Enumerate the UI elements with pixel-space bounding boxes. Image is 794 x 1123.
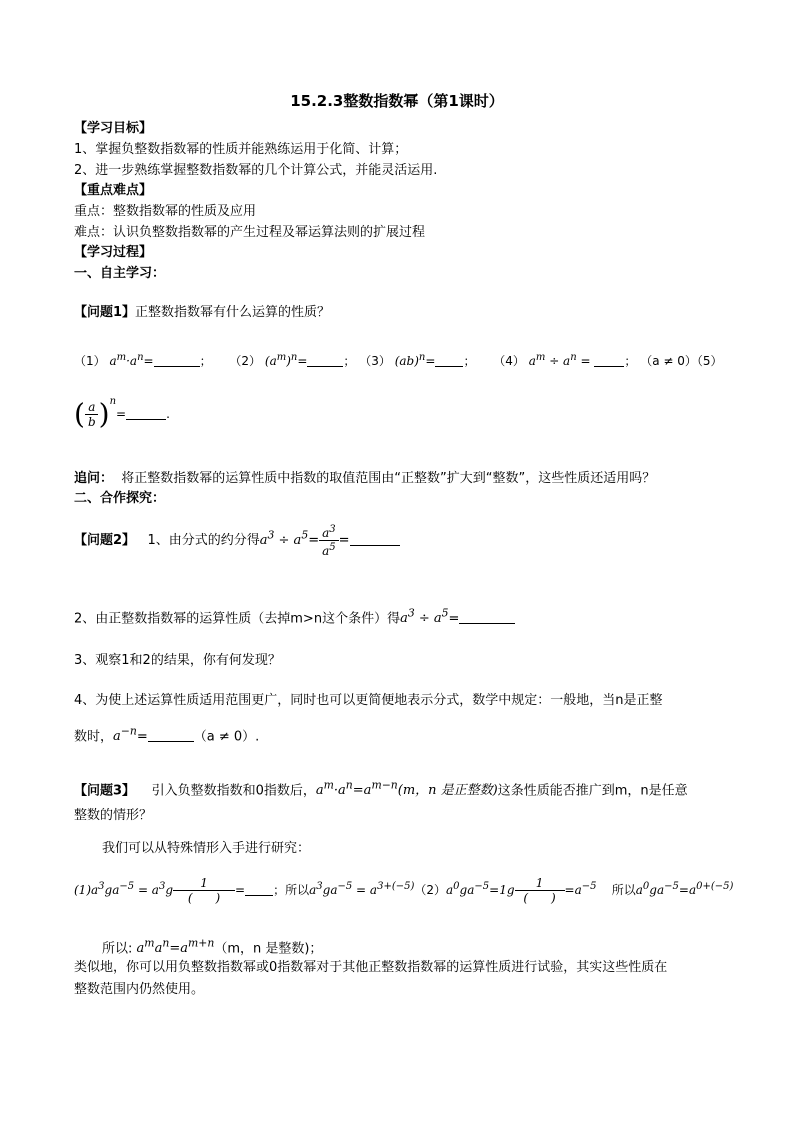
so-tail: （m，n 是整数)； <box>214 941 323 957</box>
blank-1[interactable] <box>154 354 200 367</box>
follow-up-label: 追问： <box>74 471 114 486</box>
goal-2: 2、进一步熟练掌握整数指数幂的几个计算公式，并能灵活运用. <box>74 163 438 178</box>
example-2-num: （2） <box>414 883 447 897</box>
blank-7[interactable] <box>459 611 515 624</box>
question-3-line-2: 整数的情形？ <box>74 808 153 823</box>
blank-9[interactable] <box>245 883 273 896</box>
part-1-heading: 一、自主学习： <box>74 266 166 281</box>
example-2-so: 所以 <box>611 883 636 897</box>
item-3-num: （3） <box>359 354 391 368</box>
item-5-num: （5） <box>696 354 723 368</box>
question-3-line-1: 【问题3】 引入负整数指数和0指数后，$a^m\cdot a^n=a^{m-n}(m$，n 是正整数)这条性质能否推广到m，n是任意 <box>74 779 688 799</box>
key-heading: 【重点难点】 <box>74 183 153 198</box>
key-point: 重点：整数指数幂的性质及应用 <box>74 204 257 219</box>
so-label: 所以: <box>102 941 133 957</box>
blank-2[interactable] <box>307 354 343 367</box>
question-3-label: 【问题3】 <box>74 783 136 799</box>
question-1-label: 【问题1】 <box>74 305 136 320</box>
difficulty: 难点：认识负整数指数幂的产生过程及幂运算法则的扩展过程 <box>74 225 426 240</box>
example-1-so: ；所以 <box>273 883 310 897</box>
q3-examples-row: $(1)a^3ga^{-5} = a^3g$ $\frac{1}{( )}$ = ；所以$a^3ga^{-5} = a^{3+(-5)}(2)a^0ga^{-5}=1g$ $\frac{1}{( )}$ $=a^{-5}$ 所以$a^0ga^{-5}=a^{0+(-5)}$ <box>74 876 734 905</box>
conclusion-line-1: 类似地，你可以用负整数指数幂或0指数幂对于其他正整数指数幂的运算性质进行试验，其实这些性质在 <box>74 960 668 975</box>
q3-conclusion-formula: 所以: $a^ma^n=a^{m+n}(m$，n 是整数)； <box>102 937 323 957</box>
question-2-step-1: 【问题2】 1、由分式的约分得$a^3 \div a^5=$ $\frac{a^3}{a^5}$ = <box>74 523 400 558</box>
step-2-text: 2、由正整数指数幂的运算性质（去掉m>n这个条件）得 <box>74 611 401 627</box>
question-3-text-a: 引入负整数指数和0指数后， <box>151 783 316 799</box>
step-4-lead: 数时， <box>74 729 114 745</box>
follow-up-question <box>74 471 655 487</box>
page-title: 15.2.3整数指数幂（第1课时） <box>290 92 504 110</box>
question-1 <box>74 305 330 321</box>
question-3-text-b: 这条性质能否推广到m，n是任意 <box>497 783 688 799</box>
blank-8[interactable] <box>148 729 194 742</box>
question-2-step-4a: 4、为使上述运算性质适用范围更广，同时也可以更简便地表示分式，数学中规定：一般地，当n是正整 <box>74 693 663 708</box>
goals-heading: 【学习目标】 <box>74 121 153 136</box>
step-1-text: 1、由分式的约分得 <box>147 533 260 548</box>
part-2-heading: 二、合作探究： <box>74 491 166 506</box>
blank-5[interactable] <box>126 407 166 420</box>
blank-6[interactable] <box>350 533 400 546</box>
question-2-step-2: 2、由正整数指数幂的运算性质（去掉m>n这个条件）得$a^3 \div a^5=$ <box>74 606 515 627</box>
example-1-num: (1) <box>74 883 91 897</box>
item-1-num: （1） <box>74 354 106 368</box>
question-2-step-4b: 数时，$a^{-n}= (a \ne 0)$. <box>74 725 260 745</box>
question-2-step-3: 3、观察1和2的结果，你有何发现？ <box>74 653 281 668</box>
process-heading: 【学习过程】 <box>74 245 153 260</box>
conclusion-line-2: 整数范围内仍然使用。 <box>74 982 205 997</box>
question-2-label: 【问题2】 <box>74 533 136 548</box>
item-4-num: （4） <box>493 354 525 368</box>
item-2-num: （2） <box>229 354 262 368</box>
question-1-text: 正整数指数幂有什么运算的性质？ <box>135 305 331 320</box>
condition-a-nonzero: （a ≠ 0） <box>640 354 697 368</box>
blank-3[interactable] <box>435 354 463 367</box>
follow-up-text: 将正整数指数幂的运算性质中指数的取值范围由“正整数”扩大到“整数”，这些性质还适用吗？ <box>121 471 656 486</box>
blank-4[interactable] <box>594 354 624 367</box>
q1-formulas-row: （1） $a^m\cdot a^n=$ ； （2） $(a^m)^n=$ ； （3） (ab)$^n$= ； （4） $a^m \div a^n$ = ； （a ≠ 0）（5） <box>74 352 723 368</box>
study-intro: 我们可以从特殊情形入手进行研究： <box>102 841 311 856</box>
q1-item-5-formula: ( $\frac{a}{b}$ )$^n$= . <box>74 396 170 431</box>
step-4-condition: （a ≠ 0）. <box>193 729 260 745</box>
goal-1: 1、掌握负整数指数幂的性质并能熟练运用于化简、计算； <box>74 142 408 157</box>
